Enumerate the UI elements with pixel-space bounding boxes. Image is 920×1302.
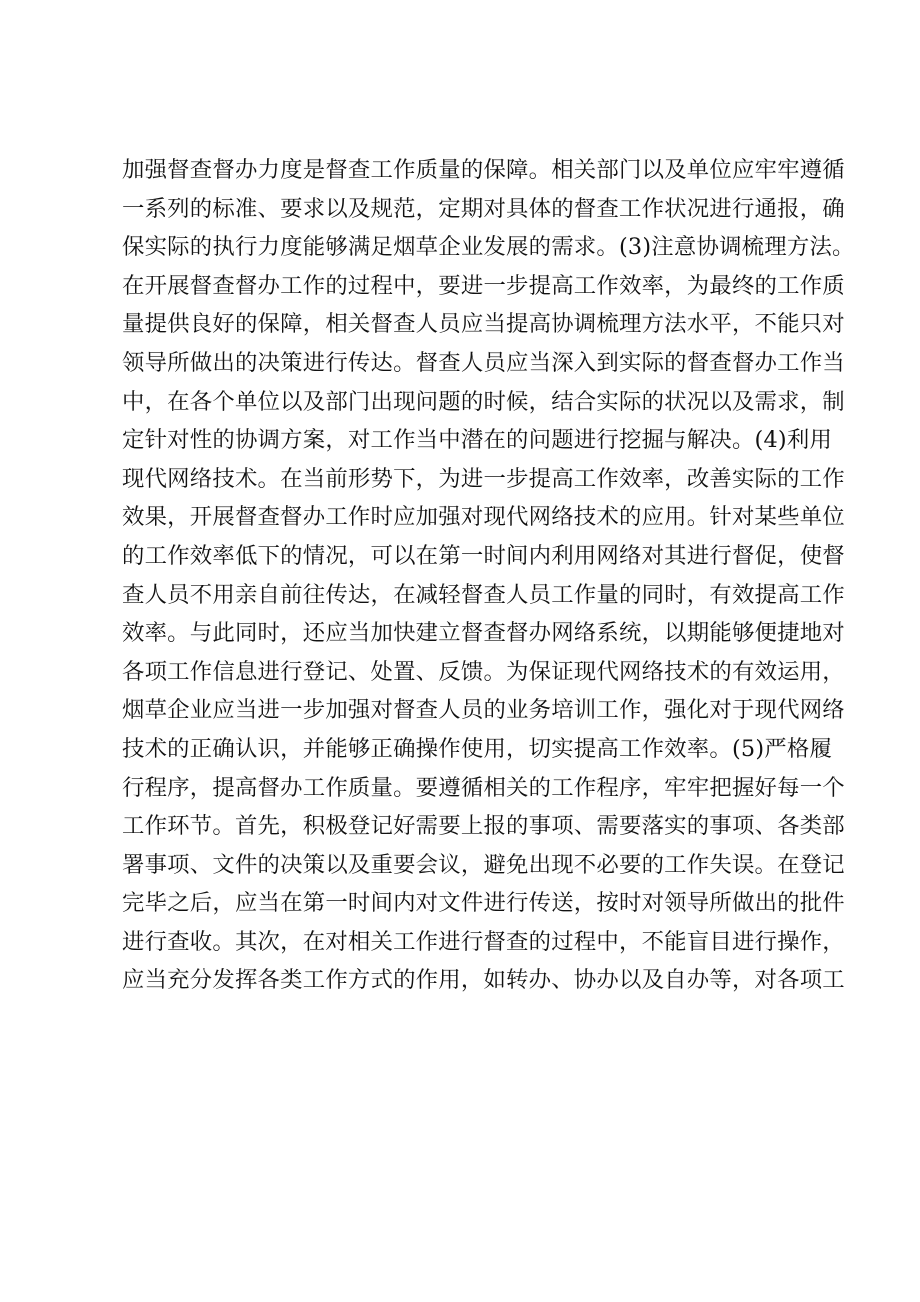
text-line: 定针对性的协调方案，对工作当中潜在的问题进行挖掘与解决。(4)利用	[122, 427, 833, 454]
text-line: 完毕之后，应当在第一时间内对文件进行传送，按时对领导所做出的批件	[122, 890, 845, 917]
text-line: 进行查收。其次，在对相关工作进行督查的过程中，不能盲目进行操作，	[122, 928, 845, 955]
text-line: 查人员不用亲自前往传达，在减轻督查人员工作量的同时，有效提高工作	[122, 581, 845, 608]
text-line: 署事项、文件的决策以及重要会议，避免出现不必要的工作失误。在登记	[122, 851, 845, 878]
text-line: 在开展督查督办工作的过程中，要进一步提高工作效率，为最终的工作质	[122, 272, 845, 299]
text-line: 加强督查督办力度是督查工作质量的保障。相关部门以及单位应牢牢遵循	[122, 157, 845, 183]
text-line: 的工作效率低下的情况，可以在第一时间内利用网络对其进行督促，使督	[122, 542, 845, 569]
text-line: 应当充分发挥各类工作方式的作用，如转办、协办以及自办等，对各项工	[122, 967, 845, 994]
text-line: 一系列的标准、要求以及规范，定期对具体的督查工作状况进行通报，确	[122, 195, 845, 222]
text-line: 领导所做出的决策进行传达。督查人员应当深入到实际的督查督办工作当	[122, 349, 845, 376]
text-line: 各项工作信息进行登记、处置、反馈。为保证现代网络技术的有效运用，	[122, 658, 845, 685]
text-line: 技术的正确认识，并能够正确操作使用，切实提高工作效率。(5)严格履	[122, 735, 833, 762]
text-line: 效果，开展督查督办工作时应加强对现代网络技术的应用。针对某些单位	[122, 504, 845, 531]
text-line: 效率。与此同时，还应当加快建立督查督办网络系统，以期能够便捷地对	[122, 620, 845, 647]
text-line: 工作环节。首先，积极登记好需要上报的事项、需要落实的事项、各类部	[122, 813, 845, 840]
text-line: 中，在各个单位以及部门出现问题的时候，结合实际的状况以及需求，制	[122, 388, 845, 415]
text-line: 行程序，提高督办工作质量。要遵循相关的工作程序，牢牢把握好每一个	[122, 774, 845, 801]
body-paragraph	[122, 151, 855, 1000]
text-line: 烟草企业应当进一步加强对督查人员的业务培训工作，强化对于现代网络	[122, 697, 845, 724]
text-line: 量提供良好的保障，相关督查人员应当提高协调梳理方法水平，不能只对	[122, 311, 845, 338]
text-line: 保实际的执行力度能够满足烟草企业发展的需求。(3)注意协调梳理方法。	[122, 234, 855, 261]
text-line: 现代网络技术。在当前形势下，为进一步提高工作效率，改善实际的工作	[122, 465, 845, 492]
